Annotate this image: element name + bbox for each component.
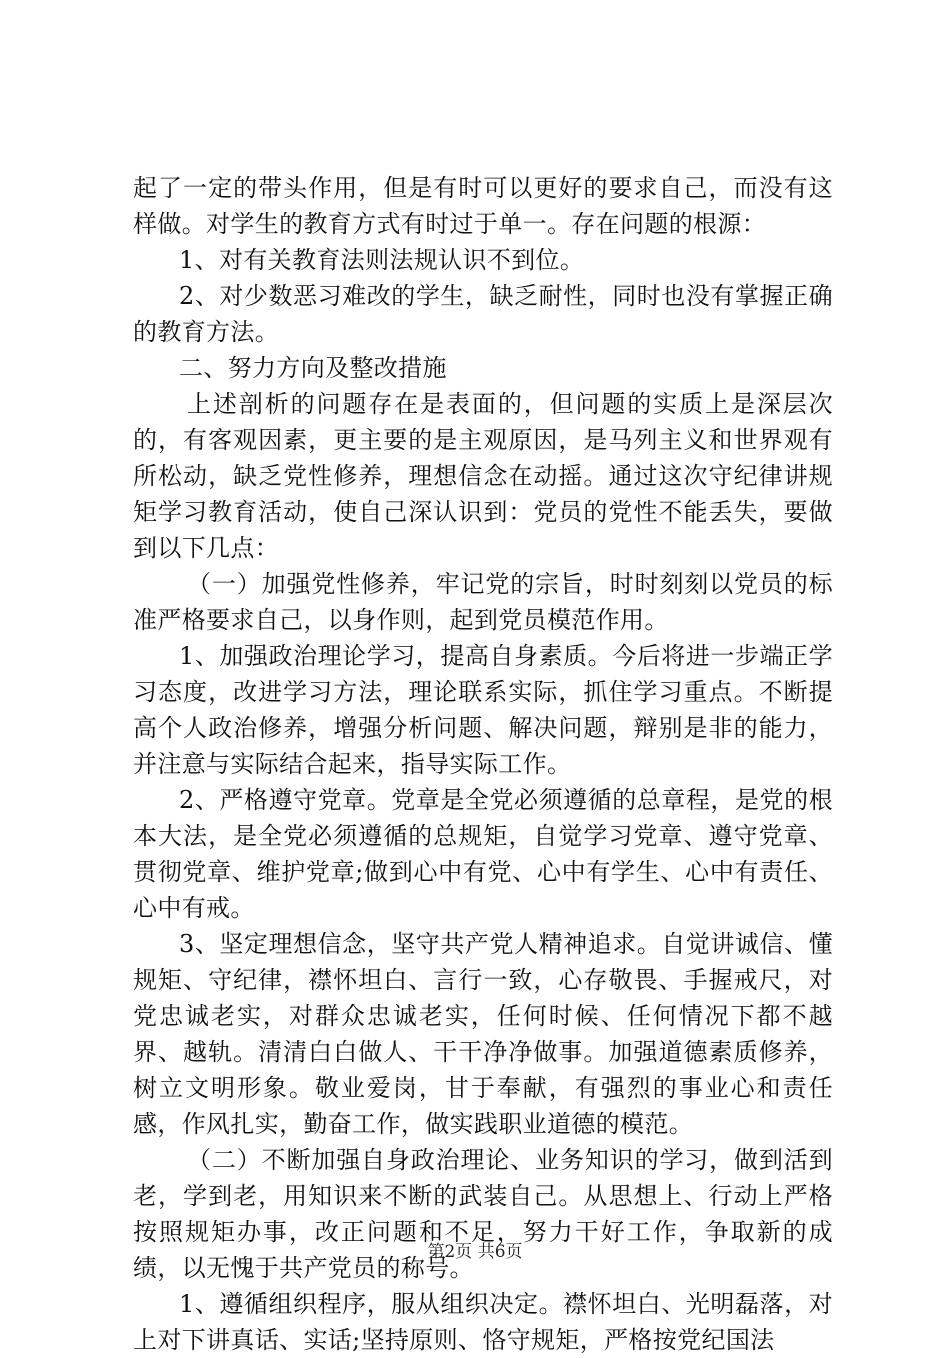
paragraph-item-2: 2、严格遵守党章。党章是全党必须遵循的总章程，是党的根本大法，是全党必须遵循的总规矩，自觉学习党章、遵守党章、贯彻党章、维护党章;做到心中有党、心中有学生、心中有责任、心中有戒。 <box>133 786 833 922</box>
paragraph-item-3: 3、坚定理想信念，坚守共产党人精神追求。自觉讲诚信、懂规矩、守纪律，襟怀坦白、言行一致，心存敬畏、手握戒尺，对党忠诚老实，对群众忠诚老实，任何时候、任何情况下都不越界、越轨。清清白白做人、干干净净做事。加强道德素质修养，树立文明形象。敬业爱岗，甘于奉献，有强烈的事业心和责任感，作风扎实，勤奋工作，做实践职业道德的模范。 <box>133 930 833 1138</box>
subsection-heading-two: （二）不断加强自身政治理论、业务知识的学习，做到活到老，学到老，用知识来不断的武装自己。从思想上、行动上严格按照规矩办事，改正问题和不足，努力干好工作，争取新的成绩，以无愧于共产党员的称号。 <box>133 1146 833 1282</box>
paragraph-analysis: 上述剖析的问题存在是表面的，但问题的实质上是深层次的，有客观因素，更主要的是主观原因，是马列主义和世界观有所松动，缺乏党性修养，理想信念在动摇。通过这次守纪律讲规矩学习教育活动，使自己深认识到：党员的党性不能丢失，要做到以下几点： <box>133 390 833 562</box>
document-body <box>133 170 833 1358</box>
paragraph-continuation: 起了一定的带头作用，但是有时可以更好的要求自己，而没有这样做。对学生的教育方式有时过于单一。存在问题的根源： <box>133 174 833 238</box>
page-footer: 第2页 共6页 <box>427 1242 523 1262</box>
paragraph-root-cause-1: 1、对有关教育法则法规认识不到位。 <box>179 246 585 274</box>
paragraph-root-cause-2: 2、对少数恶习难改的学生，缺乏耐性，同时也没有掌握正确的教育方法。 <box>133 282 833 346</box>
section-heading-rectification: 二、努力方向及整改措施 <box>179 354 447 382</box>
paragraph-item-4: 1、遵循组织程序，服从组织决定。襟怀坦白、光明磊落，对上对下讲真话、实话;坚持原则、恪守规矩，严格按党纪国法 <box>133 1290 833 1354</box>
paragraph-item-1: 1、加强政治理论学习，提高自身素质。今后将进一步端正学习态度，改进学习方法，理论联系实际，抓住学习重点。不断提高个人政治修养，增强分析问题、解决问题，辩别是非的能力，并注意与实际结合起来，指导实际工作。 <box>133 642 833 778</box>
subsection-heading-one: （一）加强党性修养，牢记党的宗旨，时时刻刻以党员的标准严格要求自己，以身作则，起到党员模范作用。 <box>133 570 833 634</box>
